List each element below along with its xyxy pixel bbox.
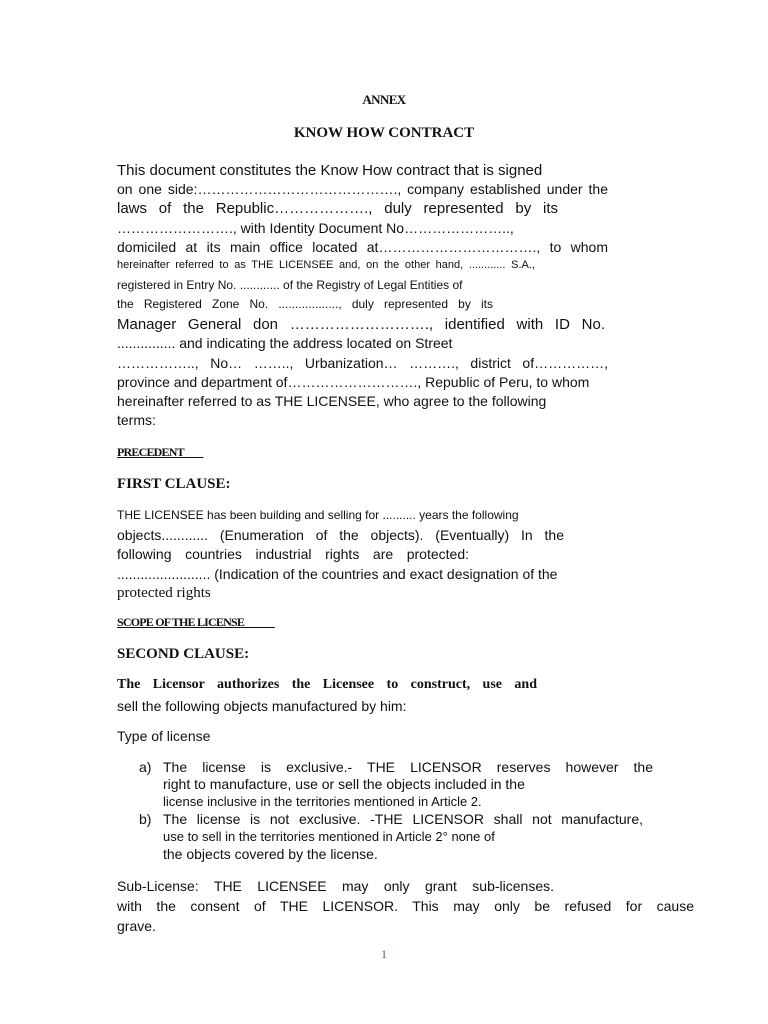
item-line: the objects covered by the license. [163,846,378,862]
item-letter: b) [139,811,152,827]
intro-line: laws of the Republic………………., duly represented by its [117,200,558,217]
intro-line: …………….., No… …….., Urbanization… ………., district of……………, [117,355,608,371]
first-clause-line: objects............ (Enumeration of the objects). (Eventually) In the [117,527,564,543]
contract-title: KNOW HOW CONTRACT [293,125,475,141]
intro-line: domiciled at its main office located at……………………………., to whom [117,239,608,255]
item-line: use to sell in the territories mentioned in Article 2° none of [163,829,495,844]
intro-line: Manager General don ………………………., identified with ID No. [117,316,605,333]
intro-line: registered in Entry No. ............ of the Registry of Legal Entities of [117,278,463,292]
intro-line: the Registered Zone No. .................., duly represented by its [117,297,493,311]
sublicense-line: grave. [117,918,156,934]
sublicense-line: Sub-License: THE LICENSEE may only grant sub-licenses. [117,878,554,894]
intro-line: province and department of………………………., Republic of Peru, to whom [117,374,590,390]
second-clause-title: SECOND CLAUSE: [117,646,250,662]
first-clause-title: FIRST CLAUSE: [117,476,231,492]
intro-line: ............... and indicating the address located on Street [117,335,453,351]
intro-line: hereinafter referred to as THE LICENSEE and, on the other hand, ............ S.A., [117,259,535,271]
first-clause-line: following countries industrial rights are protected: [117,546,469,562]
item-letter: a) [139,759,152,775]
intro-line: terms: [117,412,156,428]
item-line: right to manufacture, use or sell the objects included in the [163,776,525,792]
first-clause-line: THE LICENSEE has been building and selling for .......... years the following [117,508,519,522]
sublicense-line: with the consent of THE LICENSOR. This may only be refused for cause [117,898,694,914]
intro-line: hereinafter referred to as THE LICENSEE, who agree to the following [117,393,547,409]
first-clause-line: ........................ (Indication of the countries and exact designation of the [117,566,558,582]
intro-line: This document constitutes the Know How contract that is signed [117,162,543,179]
annex-title: ANNEX [362,92,406,107]
item-line: license inclusive in the territories mentioned in Article 2. [163,794,482,809]
type-of-license-label: Type of license [117,728,211,744]
second-clause-line: sell the following objects manufactured by him: [117,698,407,714]
item-line: The license is not exclusive. -THE LICENSOR shall not manufacture, [163,811,643,827]
precedent-heading: PRECEDENT [117,445,184,459]
intro-line: on one side:……………………………………., company established under the [117,181,608,197]
first-clause-line: protected rights [117,585,211,601]
second-clause-line: The Licensor authorizes the Licensee to construct, use and [117,677,537,692]
intro-line: ……………………., with Identity Document No………………….., [117,220,514,236]
scope-heading: SCOPE OF THE LICENSE [117,615,245,629]
page-number: 1 [381,947,387,961]
item-line: The license is exclusive.- THE LICENSOR reserves however the [163,759,653,775]
